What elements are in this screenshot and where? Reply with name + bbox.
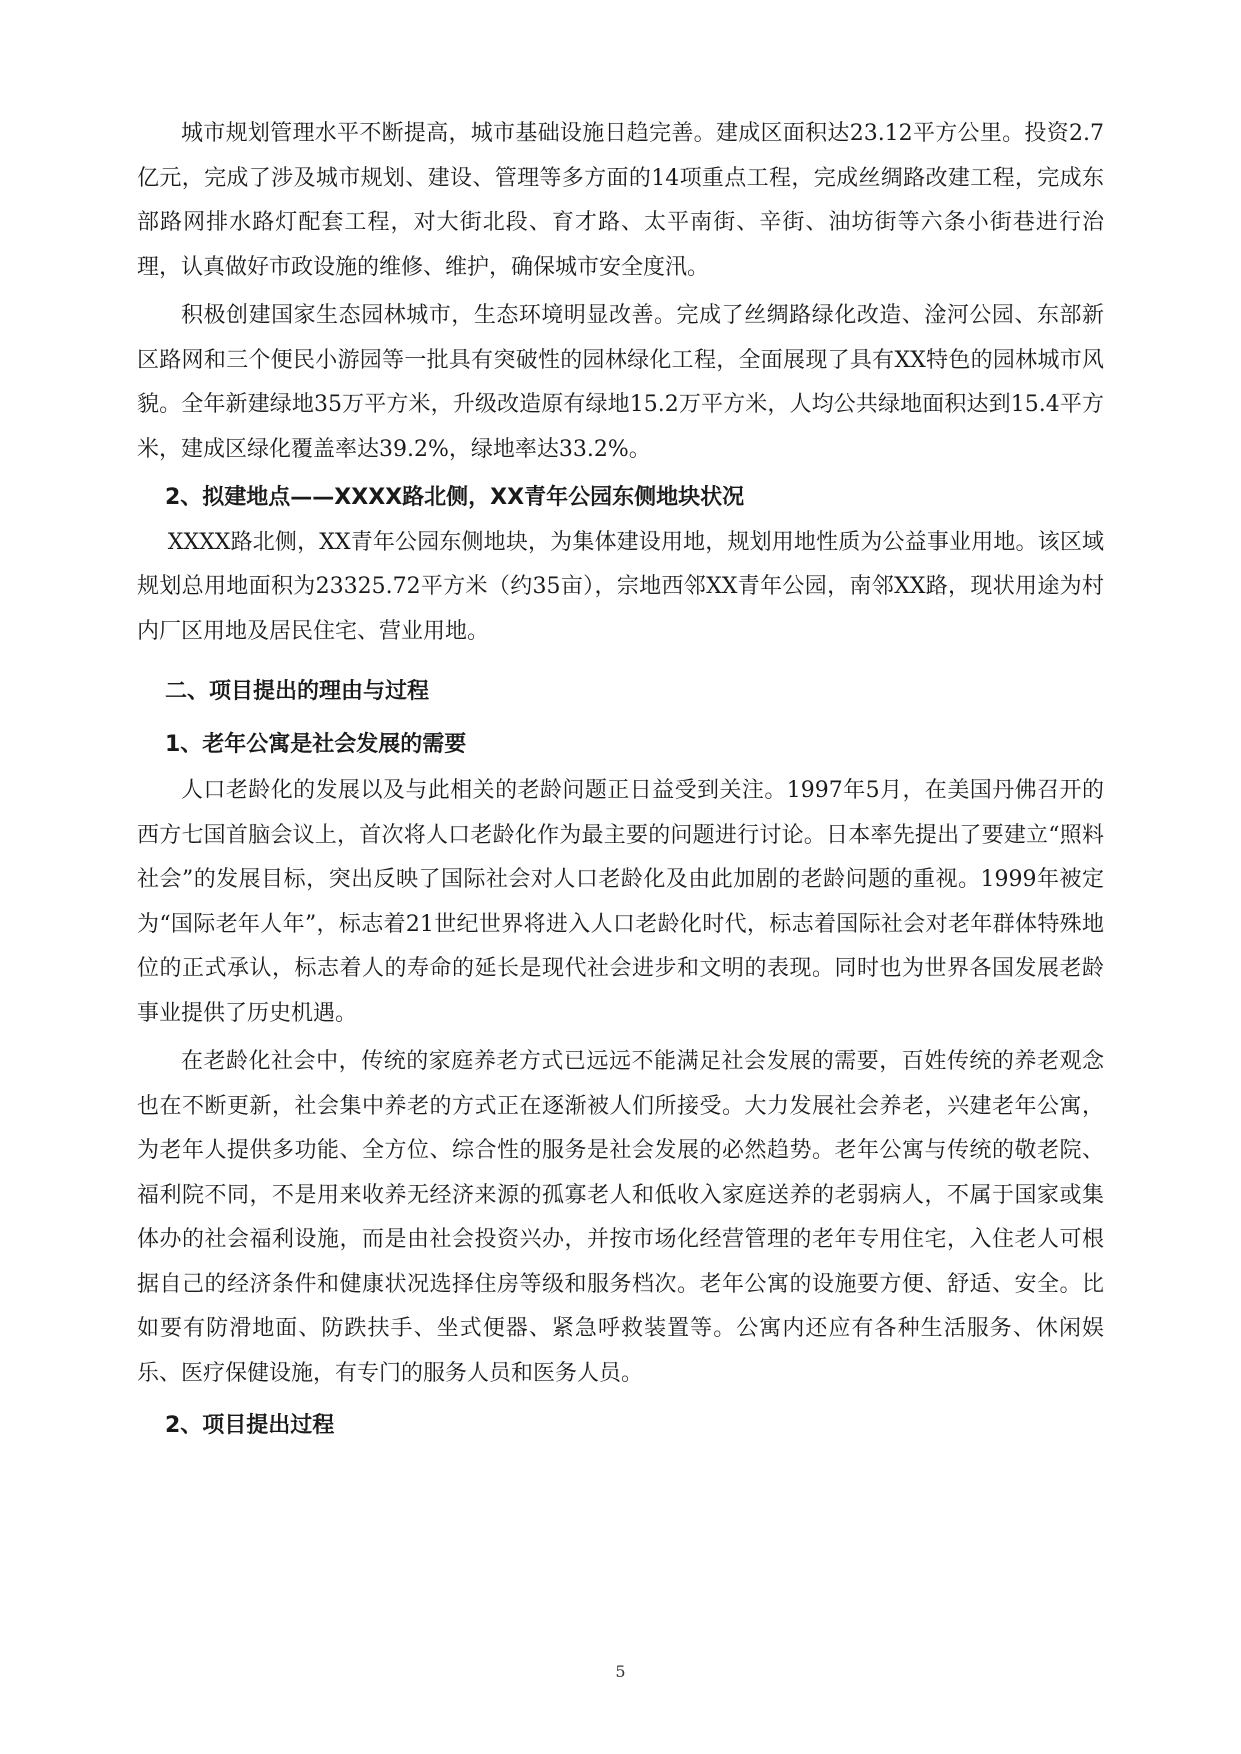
paragraph-site-description: XXXX路北侧，XX青年公园东侧地块，为集体建设用地，规划用地性质为公益事业用地。该区域规划总用地面积为23325.72平方米（约35亩），宗地西邻XX青年公园，南邻XX路，现状用途为村内厂区用地及居民住宅、营业用地。 (137, 529, 1104, 644)
paragraph-aging-society: 在老龄化社会中，传统的家庭养老方式已远远不能满足社会发展的需要，百姓传统的养老观念也在不断更新，社会集中养老的方式正在逐渐被人们所接受。大力发展社会养老，兴建老年公寓，为老年人提供多功能、全方位、综合性的服务是社会发展的必然趋势。老年公寓与传统的敬老院、福利院不同，不是用来收养无经济来源的孤寡老人和低收入家庭送养的老弱病人，不属于国家或集体办的社会福利设施，而是由社会投资兴办，并按市场化经营管理的老年专用住宅，入住老人可根据自己的经济条件和健康状况选择住房等级和服务档次。老年公寓的设施要方便、舒适、安全。比如要有防滑地面、防跌扶手、坐式便器、紧急呼救装置等。公寓内还应有各种生活服务、休闲娱乐、医疗保健设施，有专门的服务人员和医务人员。 (137, 1049, 1104, 1386)
document-body (137, 112, 1104, 1451)
heading-project-process: 2、项目提出过程 (165, 1413, 335, 1438)
page-number: 5 (615, 1662, 626, 1681)
heading-elderly-apartment-need: 1、老年公寓是社会发展的需要 (165, 731, 467, 757)
heading-section-two: 二、项目提出的理由与过程 (165, 679, 430, 704)
paragraph-ecological-garden-city: 积极创建国家生态园林城市，生态环境明显改善。完成了丝绸路绿化改造、淦河公园、东部新区路网和三个便民小游园等一批具有突破性的园林绿化工程，全面展现了具有XX特色的园林城市风貌。全年新建绿地35万平方米，升级改造原有绿地15.2万平方米，人均公共绿地面积达到15.4平方米，建成区绿化覆盖率达39.2%，绿地率达33.2%。 (137, 303, 1104, 462)
paragraph-urban-infrastructure: 城市规划管理水平不断提高，城市基础设施日趋完善。建成区面积达23.12平方公里。投资2.7亿元，完成了涉及城市规划、建设、管理等多方面的14项重点工程，完成丝绸路改建工程，完成东部路网排水路灯配套工程，对大街北段、育才路、太平南街、辛街、油坊街等六条小街巷进行治理，认真做好市政设施的维修、维护，确保城市安全度汛。 (137, 121, 1104, 280)
heading-proposed-site: 2、拟建地点——XXXX路北侧，XX青年公园东侧地块状况 (165, 485, 745, 510)
paragraph-population-aging: 人口老龄化的发展以及与此相关的老龄问题正日益受到关注。1997年5月，在美国丹佛召开的西方七国首脑会议上，首次将人口老龄化作为最主要的问题进行讨论。日本率先提出了要建立“照料社会”的发展目标，突出反映了国际社会对人口老龄化及由此加剧的老龄问题的重视。1999年被定为“国际老年人年”，标志着21世纪世界将进入人口老龄化时代，标志着国际社会对老年群体特殊地位的正式承认，标志着人的寿命的延长是现代社会进步和文明的表现。同时也为世界各国发展老龄事业提供了历史机遇。 (137, 778, 1104, 1026)
